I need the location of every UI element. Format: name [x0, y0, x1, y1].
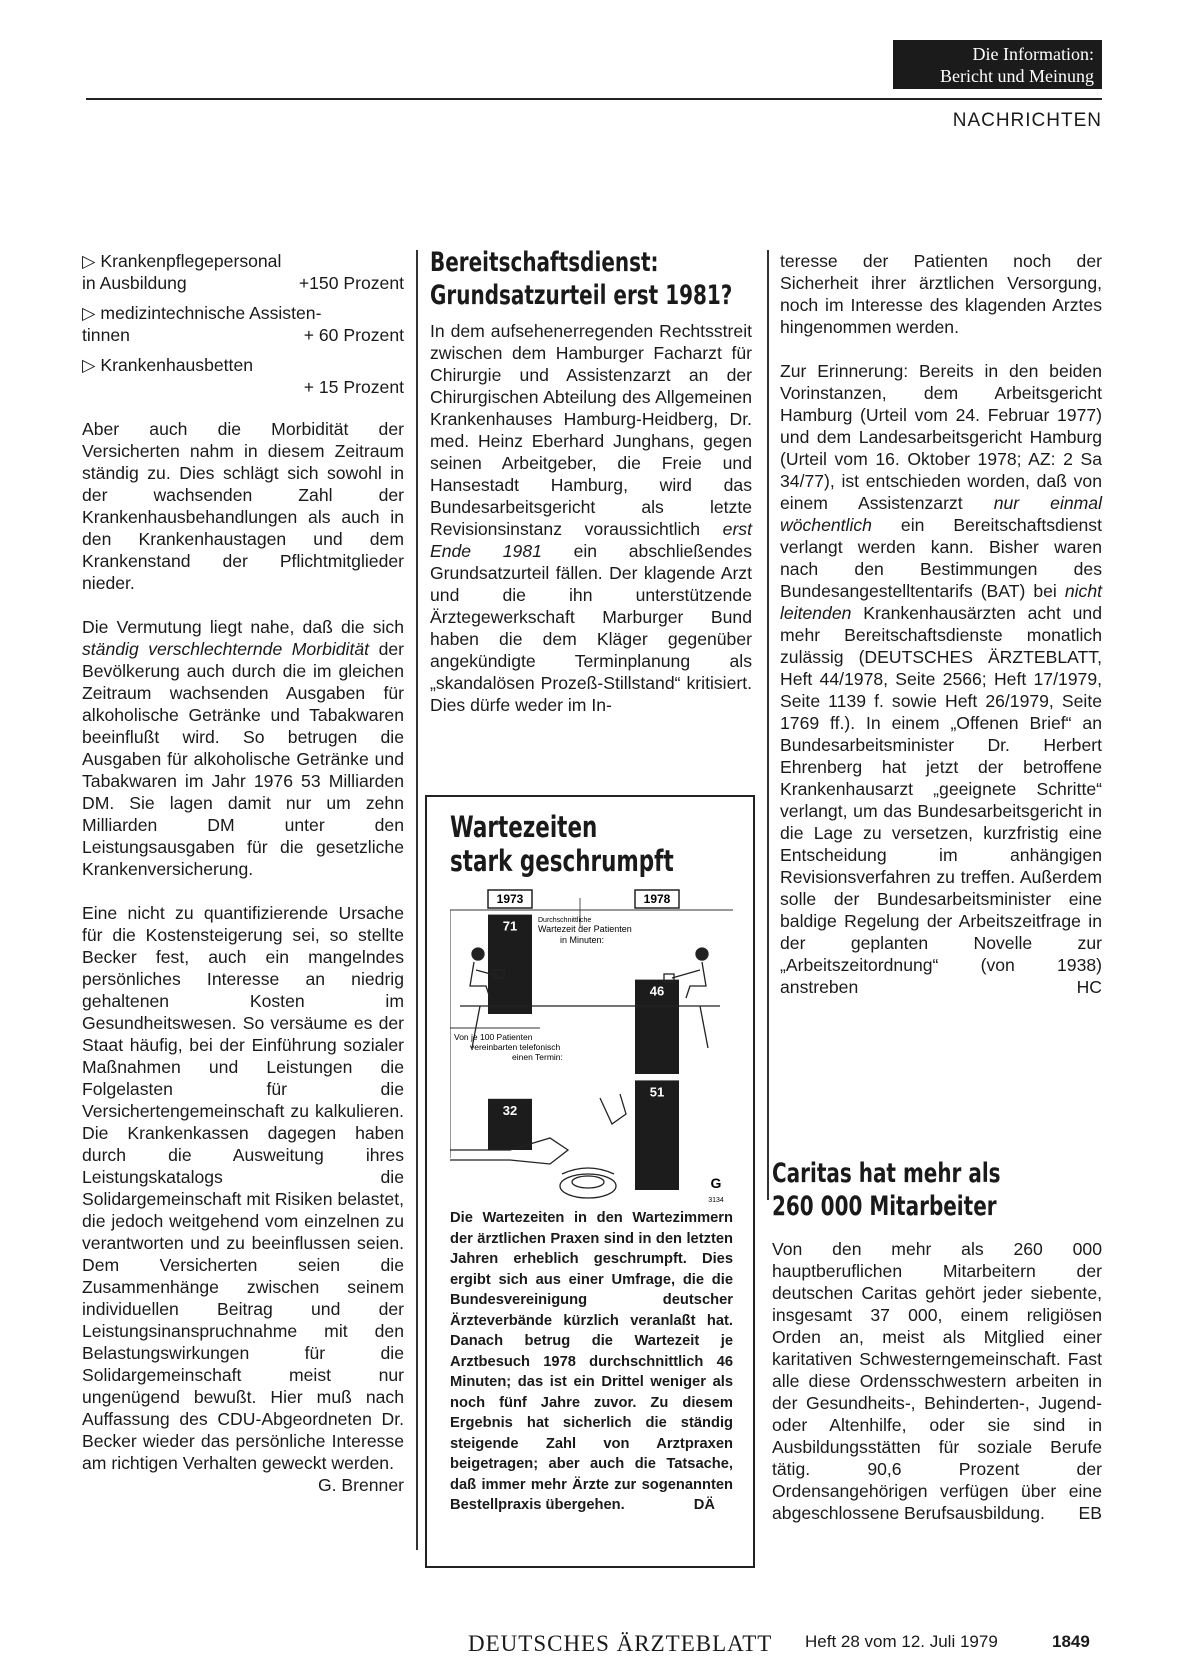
- emphasis: nur einmal wöchentlich: [780, 493, 1102, 535]
- text-run: Eine nicht zu quantifizierende Ursache für die Kostensteigerung sei, so stellte Becker fest, auch ein mangelndes persönliches Interesse an niedrig gehaltenen Kosten im Gesundheitswesen. So versäume es der Staat häufig, bei der Einführung sozialer Maßnahmen und Leistungen die Folgelasten für die Versichertengemeinschaft zu kalkulieren. Die Krankenkassen dagegen haben durch die Ausweitung ihres Leistungskatalogs die Solidargemeinschaft mit Risiken belastet, die jedoch weitgehend vom einzelnen zu verantworten und zu beeinflussen seien. Dem Versicherten seien die Zusammenhänge zwischen seinem individuellen Beitrag und der Leistungsinanspruchnahme mit den Belastungswirkungen für die Solidargemeinschaft meist nur ungenügend bewußt. Hier muß nach Auffassung des CDU-Abgeordneten Dr. Becker wieder das persönliche Interesse am richtigen Verhalten geweckt werden.: [82, 903, 404, 1473]
- infographic-headline: [450, 810, 674, 878]
- author-initials: HC: [1076, 977, 1102, 997]
- appt-series-label: Von je 100 Patienten: [454, 1032, 533, 1042]
- column-1: [82, 250, 404, 1496]
- wait-series-label: in Minuten:: [560, 935, 605, 945]
- triangle-bullet-icon: ▷: [82, 355, 96, 375]
- headline-line: stark geschrumpft: [450, 844, 674, 878]
- waiting-time-chart: [450, 888, 733, 1206]
- bullet-label: Krankenpflegepersonal: [100, 251, 282, 271]
- text-run: Krankenhausärzten acht und mehr Bereitschaftsdienste monatlich zulässig (DEUTSCHES ÄRZTEBLATT, Heft 44/1978, Seite 2566; Heft 17/1979, Seite 1139 f. sowie Heft 26/1979, Seite 1769 ff.). In einem „Offenen Brief“ an Bundesarbeitsminister Dr. Herbert Ehrenberg hat jetzt der betroffene Krankenhausarzt „geeignete Schritte“ verlangt, um das Bundesarbeitsgericht in die Lage zu versetzen, kurzfristig eine Entscheidung im anhängigen Revisionsverfahren zu treffen. Außerdem solle der Bundesarbeitsminister eine baldige Regelung der Arbeitszeitfrage in der geplanten Novelle zur „Arbeitszeitordnung“ (von 1938) anstreben: [780, 603, 1102, 997]
- triangle-bullet-icon: ▷: [82, 251, 96, 271]
- paragraph: [82, 902, 404, 1495]
- headline: [772, 1157, 1001, 1223]
- data-label-appointment-1978: 51: [649, 1084, 665, 1100]
- paragraph: [82, 616, 404, 880]
- data-label-wait-1978: 46: [649, 983, 665, 999]
- column-3-article-2: [772, 1238, 1102, 1546]
- bullet-value: +150 Prozent: [298, 273, 404, 293]
- headline-line: Grundsatzurteil erst 1981?: [430, 280, 733, 311]
- bullet-item: [82, 302, 404, 346]
- wait-series-label: Durchschnittliche: [538, 917, 592, 924]
- appt-series-label: einen Termin:: [512, 1052, 563, 1062]
- headline: [430, 246, 732, 312]
- year-label-1978: 1978: [643, 892, 671, 906]
- bullet-item: [82, 354, 404, 398]
- agency-logo: G: [710, 1175, 722, 1191]
- text-run: der Bevölkerung auch durch die im gleichen Zeitraum wachsenden Ausgaben für alkoholische Getränke und Tabakwaren beeinflußt wird. So betrugen die Ausgaben für alkoholische Getränke und Tabakwaren im Jahr 1976 53 Milliarden DM. Sie lagen damit nur um zehn Milliarden DM unter den Leistungsausgaben für die gesetzliche Krankenversicherung.: [82, 639, 404, 879]
- text-run: Von den mehr als 260 000 hauptberuflichen Mitarbeitern der deutschen Caritas gehört jeder siebente, insgesamt 37 000, einem religiösen Orden an, meist als Mitglied einer karitativen Schwesterngemeinschaft. Fast alle diese Ordensschwestern arbeiten in der Gesundheits-, Behinderten-, Jugend- oder Altenhilfe, oder sie sind in Ausbildungsstätten für soziale Berufe tätig. 90,6 Prozent der Ordensangehörigen verfügen über eine abgeschlossene Berufsausbildung.: [772, 1239, 1102, 1523]
- appt-series-label: vereinbarten telefonisch: [470, 1042, 561, 1052]
- text-run: ein Bereitschaftsdienst verlangt werden kann. Bisher waren nach den Bestimmungen des Bundesangestelltentarifs (BAT) bei: [780, 515, 1102, 601]
- bullet-label: medizintechnische Assisten-: [100, 303, 322, 323]
- triangle-bullet-icon: ▷: [82, 303, 96, 323]
- paragraph: [780, 360, 1102, 998]
- author-initials: G. Brenner: [317, 1475, 404, 1495]
- page-number: 1849: [1052, 1632, 1090, 1651]
- bullet-value: + 15 Prozent: [303, 377, 404, 397]
- column-divider: [416, 250, 418, 1550]
- header-rule: [86, 98, 1102, 100]
- bullet-item: [82, 250, 404, 294]
- text-run: Die Wartezeiten in den Wartezimmern der ärztlichen Praxen sind in den letzten Jahren erheblich geschrumpft. Dies ergibt sich aus einer Umfrage, die die Bundesvereinigung deutscher Ärzteverbände kürzlich veranlaßt hat. Danach betrug die Wartezeit je Arztbesuch 1978 durchschnittlich 46 Minuten; das ist ein Drittel weniger als noch fünf Jahre zuvor. Zu diesem Ergebnis hat sicherlich die ständig steigende Zahl von Arztpraxen beigetragen; aber auch die Tatsache, daß immer mehr Ärzte zur sogenannten Bestellpraxis übergehen.: [450, 1210, 733, 1513]
- headline-line: Wartezeiten: [450, 810, 598, 844]
- text-run: Die Vermutung liegt nahe, daß die sich: [82, 617, 404, 637]
- data-label-wait-1973: 71: [502, 918, 518, 934]
- bullet-value: + 60 Prozent: [303, 325, 404, 345]
- column-3: [780, 250, 1102, 1020]
- text-run: In dem aufsehenerregenden Rechtsstreit zwischen dem Hamburger Facharzt für Chirurgie und Assistenzarzt an der Chirurgischen Abteilung des Allgemeinen Krankenhauses Hamburg-Heidberg, Dr. med. Heinz Eberhard Junghans, gegen seinen Arbeitgeber, die Freie und Hansestadt Hamburg, wird das Bundesarbeitsgericht als letzte Revisionsinstanz voraussichtlich: [430, 321, 752, 539]
- headline-line: Bereitschaftsdienst:: [430, 247, 659, 278]
- headline-line: 260 000 Mitarbeiter: [772, 1191, 997, 1222]
- wait-series-label: Wartezeit der Patienten: [538, 924, 632, 934]
- paragraph: [772, 1238, 1102, 1524]
- telephone-illustration: [450, 1094, 626, 1198]
- paragraph: [430, 320, 752, 716]
- rubric-line-1: Die Information:: [972, 44, 1094, 64]
- author-initials: EB: [1078, 1503, 1102, 1523]
- paragraph: teresse der Patienten noch der Sicherheit ihrer ärztlichen Versorgung, noch im Interesse des klagenden Arztes hingenommen werden.: [780, 251, 1102, 337]
- infographic-caption: [450, 1208, 733, 1516]
- column-divider: [767, 250, 769, 1200]
- agency-code: 3134: [708, 1197, 724, 1204]
- bullet-label-cont: tinnen: [82, 325, 130, 345]
- data-label-appointment-1973: 32: [502, 1102, 518, 1118]
- year-label-1973: 1973: [496, 892, 524, 906]
- bullet-label: Krankenhausbetten: [100, 355, 254, 375]
- paragraph: Aber auch die Morbidität der Versicherten nahm in diesem Zeitraum ständig zu. Dies schlägt sich sowohl in der wachsenden Zahl der Krankenhausbehandlungen als auch in den Krankenhaustagen und dem Krankenstand der Pflichtmitglieder nieder.: [82, 419, 404, 593]
- headline-line: Caritas hat mehr als: [772, 1158, 1001, 1189]
- issue-info: Heft 28 vom 12. Juli 1979: [805, 1632, 998, 1651]
- column-2: [430, 320, 752, 738]
- text-run: Zur Erinnerung: Bereits in den beiden Vorinstanzen, dem Arbeitsgericht Hamburg (Urteil vom 24. Februar 1977) und dem Landesarbeitsgericht Hamburg (Urteil vom 16. Oktober 1978; AZ: 2 Sa 34/77), ist entschieden worden, daß von einem Assistenzarzt: [780, 361, 1102, 513]
- rubric-label: [893, 40, 1102, 89]
- rubric-line-2: Bericht und Meinung: [940, 66, 1094, 86]
- author-initials: DÄ: [693, 1497, 715, 1513]
- emphasis: nicht leitenden: [780, 581, 1102, 623]
- magazine-name: DEUTSCHES ÄRZTEBLATT: [468, 1631, 773, 1656]
- text-run: ein abschließendes Grundsatzurteil fällen. Der klagende Arzt und die ihn unterstützende Ärztegewerkschaft Marburger Bund haben die dem Kläger gegenüber angekündigte Terminplanung als „skandalösen Prozeß-Stillstand“ kritisiert. Dies dürfe weder im In-: [430, 541, 753, 715]
- section-title: NACHRICHTEN: [952, 110, 1102, 131]
- emphasis: ständig verschlechternde Morbidität: [82, 639, 370, 659]
- emphasis: erst Ende 1981: [430, 519, 752, 561]
- bullet-label-cont: in Ausbildung: [82, 273, 187, 293]
